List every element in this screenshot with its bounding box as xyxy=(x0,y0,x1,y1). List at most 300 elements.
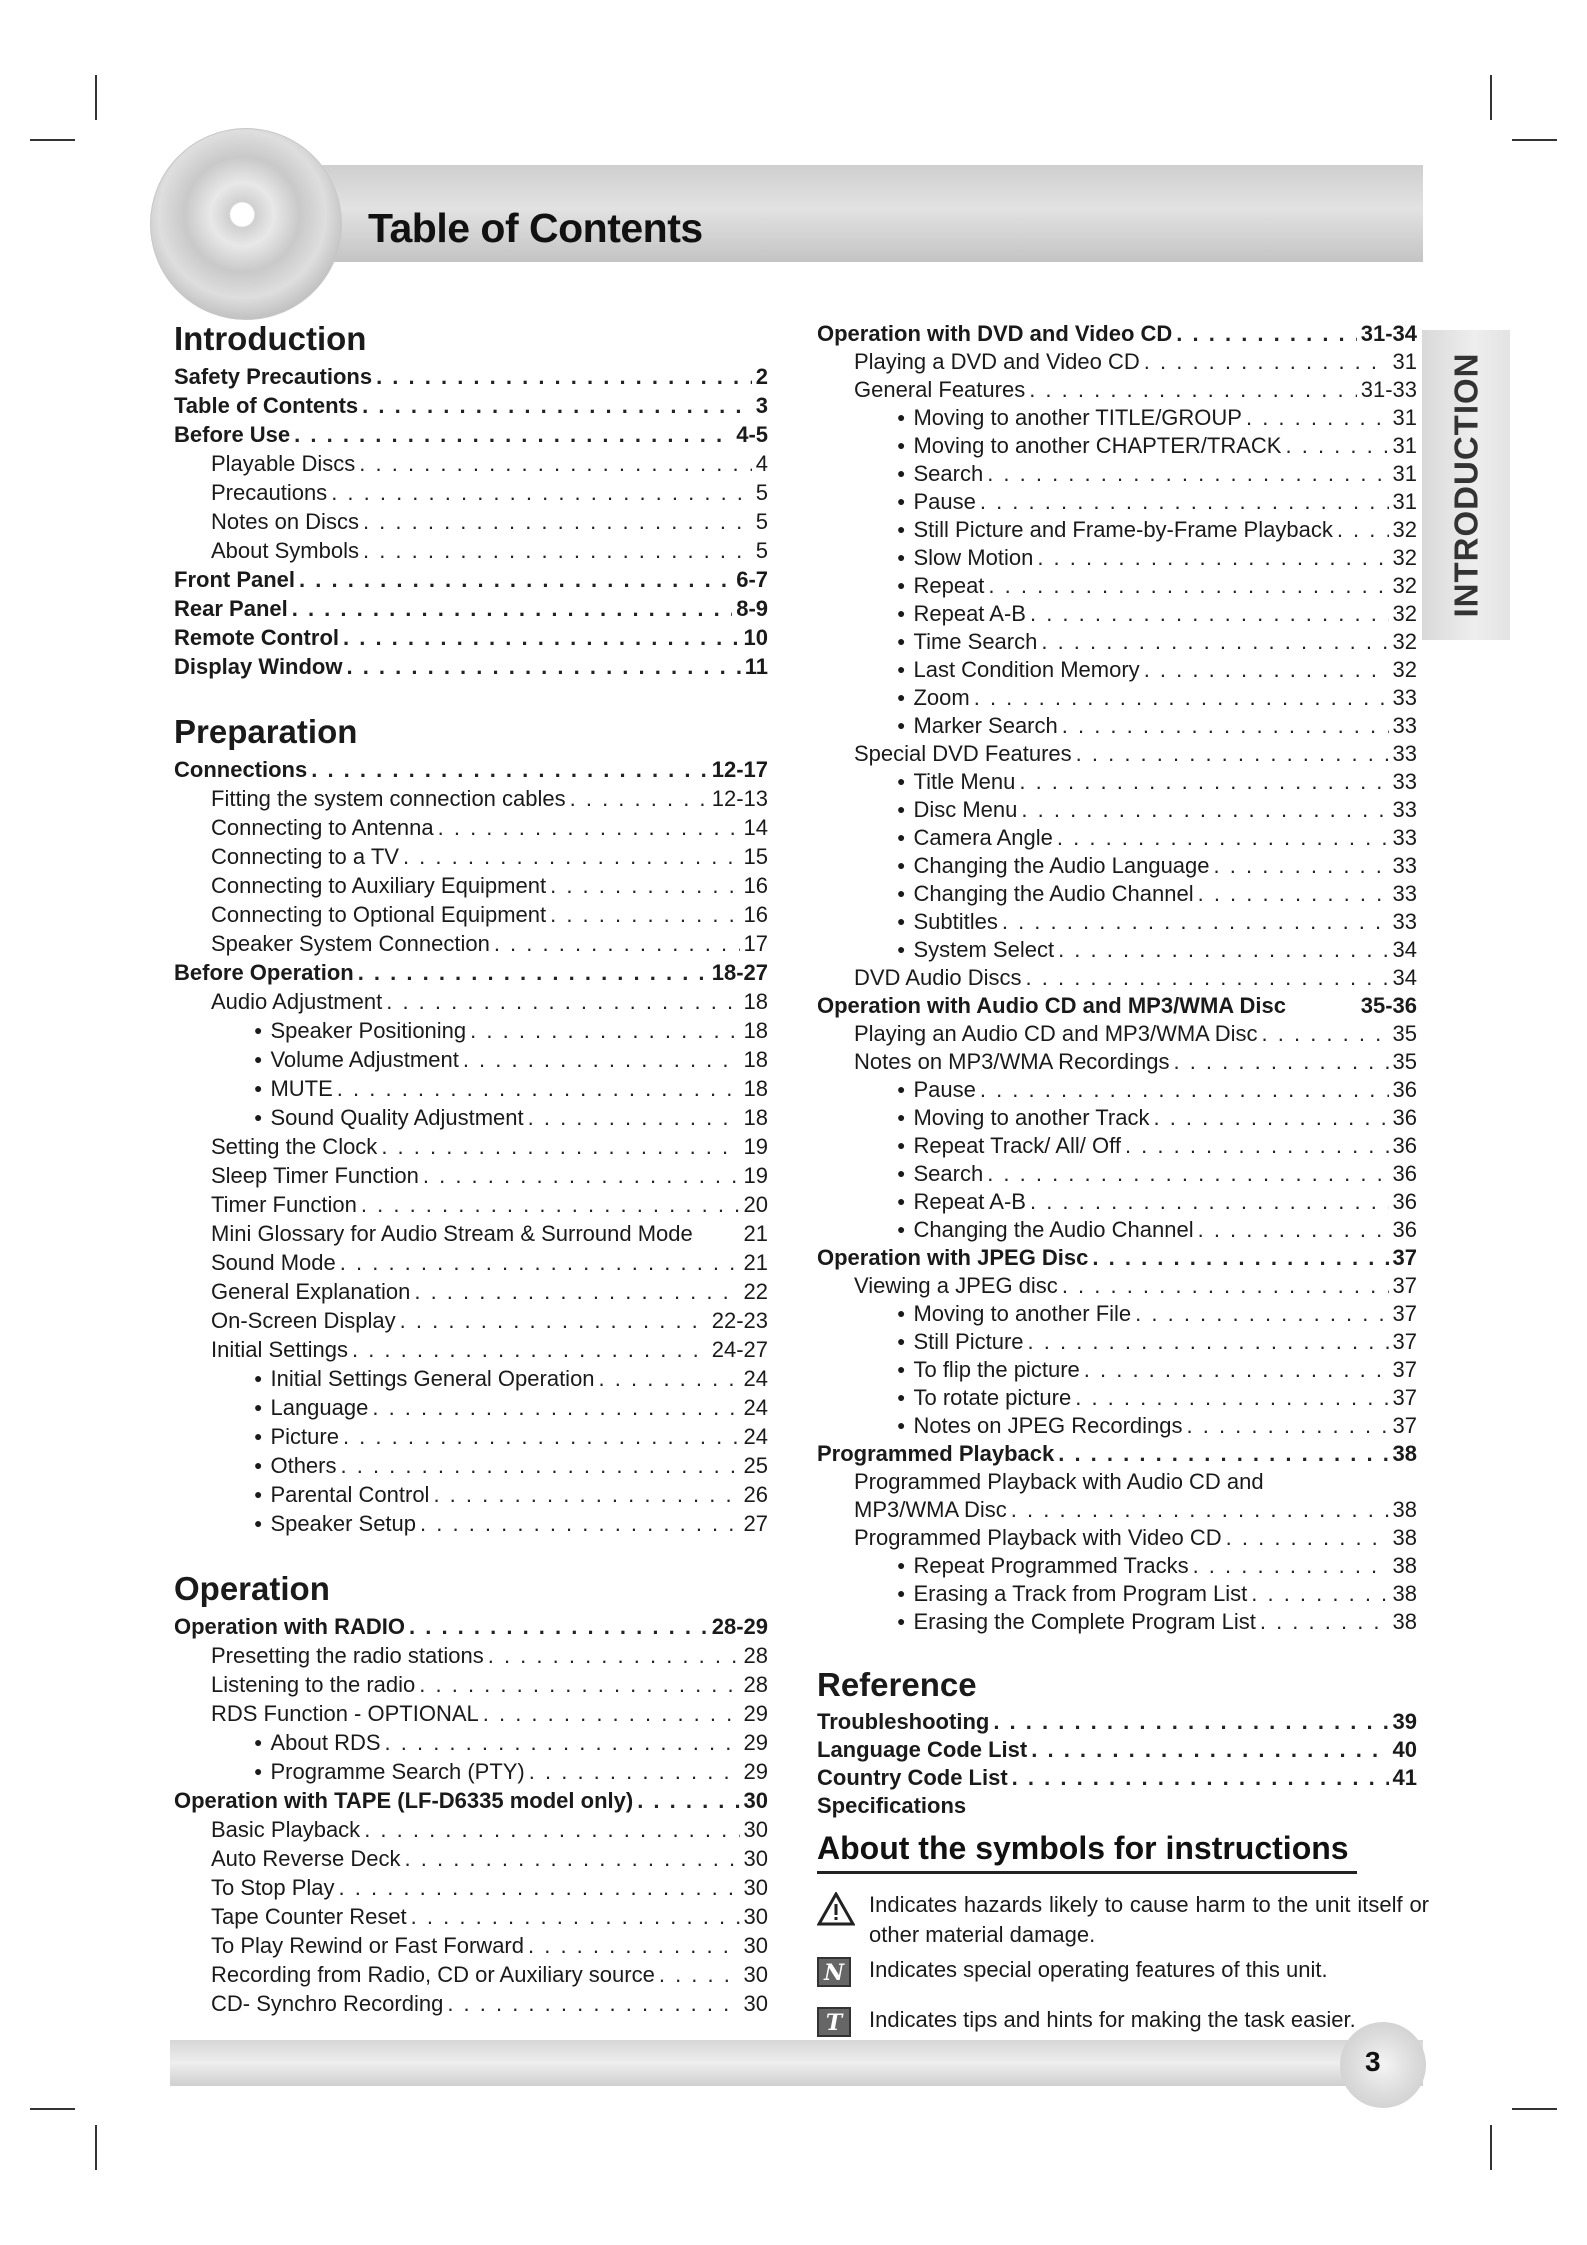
toc-entry-page: 17 xyxy=(743,931,768,956)
toc-entry[interactable] xyxy=(817,964,1417,992)
dot-leader xyxy=(1002,908,1389,936)
dot-leader xyxy=(1187,1412,1389,1440)
toc-entry-title: ● Erasing a Track from Program List xyxy=(897,1580,1247,1610)
dot-leader xyxy=(337,1074,740,1103)
toc-entry[interactable] xyxy=(817,1440,1417,1468)
dot-leader xyxy=(993,1708,1388,1736)
toc-entry-page: 37 xyxy=(1392,1413,1417,1438)
toc-entry-title: Operation with TAPE (LF-D6335 model only) xyxy=(174,1788,634,1813)
toc-entry[interactable] xyxy=(817,516,1417,544)
page-number-disc xyxy=(1340,2022,1426,2108)
toc-entry-title: ● Moving to another File xyxy=(897,1300,1131,1330)
toc-entry[interactable] xyxy=(174,1422,768,1451)
toc-entry-page: 22-23 xyxy=(711,1308,768,1333)
toc-entry[interactable] xyxy=(817,1020,1417,1048)
toc-entry-page: 37 xyxy=(1392,1273,1417,1298)
toc-entry-title: ● Last Condition Memory xyxy=(897,656,1140,686)
toc-entry-page: 30 xyxy=(743,1933,768,1958)
dot-leader xyxy=(1037,544,1388,572)
toc-entry[interactable] xyxy=(817,1328,1417,1356)
toc-entry[interactable] xyxy=(174,449,768,478)
toc-entry-page: 33 xyxy=(1392,713,1417,738)
toc-entry-title: Language Code List xyxy=(817,1737,1028,1762)
toc-entry-page: 18 xyxy=(743,1047,768,1072)
toc-entry-title: Operation with DVD and Video CD xyxy=(817,321,1173,346)
toc-entry-page: 31 xyxy=(1392,349,1417,374)
toc-entry[interactable] xyxy=(817,1764,1417,1792)
toc-entry[interactable] xyxy=(174,1786,768,1815)
toc-entry-title: Basic Playback xyxy=(211,1817,361,1842)
dot-leader xyxy=(1193,1552,1389,1580)
dot-leader xyxy=(470,1016,739,1045)
toc-entry-title: ● Initial Settings General Operation xyxy=(254,1364,595,1396)
toc-entry[interactable] xyxy=(817,1272,1417,1300)
toc-entry[interactable] xyxy=(817,628,1417,656)
dot-leader xyxy=(488,1641,740,1670)
toc-entry[interactable] xyxy=(174,391,768,420)
dot-leader xyxy=(1062,712,1389,740)
toc-entry-page: 25 xyxy=(743,1453,768,1478)
toc-entry-title: Setting the Clock xyxy=(211,1134,378,1159)
toc-entry[interactable] xyxy=(817,1188,1417,1216)
toc-entry-title: Table of Contents xyxy=(174,393,359,418)
dot-leader xyxy=(331,478,752,507)
toc-entry[interactable] xyxy=(174,1815,768,1844)
toc-entry-page: 18-27 xyxy=(711,960,768,985)
dot-leader xyxy=(1144,348,1389,376)
dot-leader xyxy=(311,755,707,784)
toc-entry-page: 38 xyxy=(1392,1581,1417,1606)
toc-entry-page: 21 xyxy=(743,1221,768,1246)
toc-entry-title: Sound Mode xyxy=(211,1250,336,1275)
toc-entry[interactable] xyxy=(174,420,768,449)
dot-leader xyxy=(1092,1244,1388,1272)
dot-leader xyxy=(359,449,751,478)
toc-entry[interactable] xyxy=(817,460,1417,488)
dot-leader xyxy=(1041,628,1388,656)
toc-entry[interactable] xyxy=(817,992,1417,1020)
toc-entry[interactable] xyxy=(817,1580,1417,1608)
toc-entry[interactable] xyxy=(174,1612,768,1641)
toc-entry[interactable] xyxy=(817,1496,1417,1524)
toc-entry-page: 24 xyxy=(743,1395,768,1420)
toc-entry-title: Tape Counter Reset xyxy=(211,1904,407,1929)
toc-entry-title: Fitting the system connection cables xyxy=(211,786,566,811)
toc-entry-title: ● Repeat xyxy=(897,572,984,602)
toc-entry-page: 19 xyxy=(743,1163,768,1188)
toc-entry-page: 33 xyxy=(1392,741,1417,766)
toc-entry[interactable] xyxy=(817,740,1417,768)
toc-entry-page: 37 xyxy=(1392,1301,1417,1326)
toc-entry-title: ● MUTE xyxy=(254,1074,333,1106)
toc-entry-title: ● Changing the Audio Channel xyxy=(897,880,1194,910)
dot-leader xyxy=(1029,376,1357,404)
dot-leader xyxy=(299,565,732,594)
toc-entry-title: Initial Settings xyxy=(211,1337,348,1362)
toc-entry-title: ● System Select xyxy=(897,936,1054,966)
dot-leader xyxy=(340,1248,740,1277)
dot-leader xyxy=(403,842,740,871)
symbol-row-note xyxy=(817,1955,1429,1989)
toc-entry-page: 38 xyxy=(1392,1441,1417,1466)
toc-right-column xyxy=(817,320,1417,1820)
toc-entry[interactable] xyxy=(174,1989,768,2018)
toc-entry-page: 18 xyxy=(743,989,768,1014)
toc-entry-page: 31-33 xyxy=(1360,377,1417,402)
toc-entry-page: 30 xyxy=(743,1904,768,1929)
toc-entry[interactable] xyxy=(817,1132,1417,1160)
toc-entry-title: ● Moving to another Track xyxy=(897,1104,1149,1134)
toc-entry-title: CD- Synchro Recording xyxy=(211,1991,444,2016)
dot-leader xyxy=(528,1103,740,1132)
dot-leader xyxy=(423,1161,740,1190)
dot-leader xyxy=(1012,1764,1389,1792)
warning-triangle-icon xyxy=(817,1892,855,1934)
toc-entry-title: Playing a DVD and Video CD xyxy=(854,349,1140,374)
toc-entry-title: ● Repeat A-B xyxy=(897,1188,1026,1218)
toc-entry[interactable] xyxy=(817,1300,1417,1328)
toc-entry[interactable] xyxy=(174,478,768,507)
toc-entry-page: 18 xyxy=(743,1076,768,1101)
toc-entry-title: ● Picture xyxy=(254,1422,339,1454)
side-tab-label-wrap xyxy=(1422,330,1510,640)
dot-leader xyxy=(364,1815,739,1844)
toc-entry[interactable] xyxy=(174,1161,768,1190)
toc-entry-title: ● Title Menu xyxy=(897,768,1015,798)
toc-entry[interactable] xyxy=(817,768,1417,796)
toc-entry[interactable] xyxy=(174,594,768,623)
dot-leader xyxy=(294,420,732,449)
toc-entry[interactable] xyxy=(817,572,1417,600)
toc-entry[interactable] xyxy=(174,958,768,987)
dot-leader xyxy=(1030,600,1389,628)
toc-entry[interactable] xyxy=(174,784,768,813)
toc-entry[interactable] xyxy=(174,813,768,842)
toc-entry-page: 38 xyxy=(1392,1553,1417,1578)
toc-entry[interactable] xyxy=(174,652,768,681)
toc-entry[interactable] xyxy=(174,1873,768,1902)
toc-entry[interactable] xyxy=(174,1670,768,1699)
footer-band xyxy=(170,2040,1423,2086)
toc-entry-page: 16 xyxy=(743,902,768,927)
toc-entry-page: 10 xyxy=(743,625,768,650)
toc-entry-page: 33 xyxy=(1392,909,1417,934)
toc-entry[interactable] xyxy=(817,1244,1417,1272)
dot-leader xyxy=(1084,1356,1389,1384)
dot-leader xyxy=(987,460,1388,488)
toc-entry-title: Country Code List xyxy=(817,1765,1008,1790)
toc-entry-title: Operation with RADIO xyxy=(174,1614,405,1639)
dot-leader xyxy=(1173,1048,1388,1076)
toc-entry[interactable] xyxy=(817,404,1417,432)
toc-entry-page: 24 xyxy=(743,1366,768,1391)
dot-leader xyxy=(528,1931,740,1960)
toc-entry-page: 33 xyxy=(1392,769,1417,794)
toc-entry[interactable] xyxy=(174,755,768,784)
toc-entry-page: 35-36 xyxy=(1360,993,1417,1018)
toc-entry[interactable] xyxy=(174,507,768,536)
dot-leader xyxy=(570,784,708,813)
toc-entry-title: Playable Discs xyxy=(211,451,356,476)
toc-entry-page: 34 xyxy=(1392,937,1417,962)
toc-entry[interactable] xyxy=(174,1016,768,1045)
toc-entry-page: 36 xyxy=(1392,1217,1417,1242)
dot-leader xyxy=(414,1277,739,1306)
toc-entry-title: Front Panel xyxy=(174,567,296,592)
toc-entry-page: 33 xyxy=(1392,685,1417,710)
toc-entry[interactable] xyxy=(174,871,768,900)
toc-entry[interactable] xyxy=(817,1216,1417,1244)
toc-entry-title: ● To flip the picture xyxy=(897,1356,1080,1386)
dot-leader xyxy=(409,1612,708,1641)
dot-leader xyxy=(447,1989,739,2018)
toc-entry[interactable] xyxy=(817,432,1417,460)
toc-entry[interactable] xyxy=(817,1792,1417,1820)
dot-leader xyxy=(1026,964,1389,992)
note-icon: N xyxy=(817,1957,851,1987)
toc-entry-page: 37 xyxy=(1392,1329,1417,1354)
toc-entry[interactable] xyxy=(174,1902,768,1931)
toc-entry-title: Timer Function xyxy=(211,1192,357,1217)
toc-entry[interactable] xyxy=(817,376,1417,404)
toc-entry-title: Before Operation xyxy=(174,960,354,985)
symbols-heading: About the symbols for instructions xyxy=(817,1830,1349,1866)
dot-leader xyxy=(343,1422,740,1451)
toc-entry[interactable] xyxy=(174,842,768,871)
toc-entry-page: 15 xyxy=(743,844,768,869)
toc-entry[interactable] xyxy=(174,1335,768,1364)
toc-entry-title: Special DVD Features xyxy=(854,741,1072,766)
toc-entry[interactable] xyxy=(174,1509,768,1538)
dot-leader xyxy=(529,1757,740,1786)
toc-entry-title: Speaker System Connection xyxy=(211,931,490,956)
toc-entry[interactable] xyxy=(174,1960,768,1989)
toc-entry-title: Connecting to Optional Equipment xyxy=(211,902,547,927)
dot-leader xyxy=(1176,320,1356,348)
toc-entry-title: ● Changing the Audio Language xyxy=(897,852,1210,882)
toc-entry-page: 38 xyxy=(1392,1609,1417,1634)
toc-entry[interactable] xyxy=(174,1451,768,1480)
toc-entry[interactable] xyxy=(174,1699,768,1728)
toc-entry-title: Remote Control xyxy=(174,625,339,650)
toc-entry-title: ● Parental Control xyxy=(254,1480,429,1512)
toc-entry[interactable] xyxy=(817,656,1417,684)
toc-entry-title: Connecting to Antenna xyxy=(211,815,434,840)
dot-leader xyxy=(1058,1440,1388,1468)
toc-entry[interactable] xyxy=(817,348,1417,376)
toc-entry-title: ● Others xyxy=(254,1451,337,1483)
toc-entry[interactable] xyxy=(817,1048,1417,1076)
toc-entry-page: 36 xyxy=(1392,1161,1417,1186)
dot-leader xyxy=(1153,1104,1388,1132)
toc-entry-title: Listening to the radio xyxy=(211,1672,416,1697)
toc-entry-page: 31-34 xyxy=(1360,321,1417,346)
dot-leader xyxy=(659,1960,740,1989)
dot-leader xyxy=(385,1728,740,1757)
toc-entry[interactable] xyxy=(174,1306,768,1335)
toc-entry[interactable] xyxy=(817,796,1417,824)
toc-entry[interactable] xyxy=(817,544,1417,572)
toc-entry[interactable] xyxy=(817,1736,1417,1764)
dot-leader xyxy=(483,1699,740,1728)
toc-entry[interactable] xyxy=(817,880,1417,908)
toc-entry-page: 37 xyxy=(1392,1385,1417,1410)
toc-entry[interactable] xyxy=(817,712,1417,740)
dot-leader xyxy=(376,362,752,391)
toc-entry[interactable] xyxy=(817,488,1417,516)
toc-entry-page: 31 xyxy=(1392,489,1417,514)
toc-entry-page: 39 xyxy=(1392,1709,1417,1734)
toc-entry[interactable] xyxy=(174,1641,768,1670)
symbols-heading-rule xyxy=(817,1871,1357,1874)
header-band xyxy=(170,165,1423,262)
toc-entry-page: 36 xyxy=(1392,1133,1417,1158)
toc-entry-page: 33 xyxy=(1392,881,1417,906)
dot-leader xyxy=(1198,880,1389,908)
toc-entry[interactable] xyxy=(817,1384,1417,1412)
dot-leader xyxy=(1030,1188,1389,1216)
toc-entry[interactable] xyxy=(817,1552,1417,1580)
toc-entry-title: ● Search xyxy=(897,1160,983,1190)
toc-entry-page: 36 xyxy=(1392,1105,1417,1130)
dot-leader xyxy=(358,958,708,987)
toc-entry-page: 5 xyxy=(755,480,768,505)
disc-icon xyxy=(150,128,342,320)
toc-entry-page: 12-13 xyxy=(711,786,768,811)
toc-entry[interactable] xyxy=(817,908,1417,936)
dot-leader xyxy=(362,391,752,420)
toc-entry[interactable] xyxy=(174,1393,768,1422)
toc-entry-title: ● Repeat Programmed Tracks xyxy=(897,1552,1189,1582)
dot-leader xyxy=(1135,1300,1388,1328)
toc-entry-page: 2 xyxy=(755,364,768,389)
toc-entry[interactable] xyxy=(174,1757,768,1786)
toc-entry-title: ● Volume Adjustment xyxy=(254,1045,459,1077)
toc-entry[interactable] xyxy=(817,600,1417,628)
toc-entry-title: ● Pause xyxy=(897,488,976,518)
toc-entry-title: General Explanation xyxy=(211,1279,411,1304)
toc-entry-page: 32 xyxy=(1392,657,1417,682)
toc-entry[interactable] xyxy=(174,1045,768,1074)
toc-entry-page: 16 xyxy=(743,873,768,898)
toc-entry-title: ● Search xyxy=(897,460,983,490)
toc-entry-title: General Features xyxy=(854,377,1026,402)
toc-entry-page: 38 xyxy=(1392,1525,1417,1550)
toc-entry-title: Operation with Audio CD and MP3/WMA Disc xyxy=(817,993,1286,1018)
dot-leader xyxy=(1076,740,1389,768)
toc-entry[interactable] xyxy=(817,1104,1417,1132)
toc-entry[interactable] xyxy=(817,684,1417,712)
toc-entry[interactable] xyxy=(174,1931,768,1960)
toc-entry[interactable] xyxy=(817,824,1417,852)
tip-icon: T xyxy=(817,2007,851,2037)
toc-entry[interactable] xyxy=(174,1364,768,1393)
toc-entry-page: 33 xyxy=(1392,853,1417,878)
toc-entry[interactable] xyxy=(817,1708,1417,1736)
toc-entry-page: 33 xyxy=(1392,797,1417,822)
toc-entry-title: ● Notes on JPEG Recordings xyxy=(897,1412,1183,1442)
toc-entry[interactable] xyxy=(174,1248,768,1277)
toc-entry-title: Precautions xyxy=(211,480,328,505)
toc-entry-page: 5 xyxy=(755,509,768,534)
toc-entry-page: 28 xyxy=(743,1672,768,1697)
toc-entry[interactable] xyxy=(174,536,768,565)
dot-leader xyxy=(386,987,739,1016)
dot-leader xyxy=(292,594,732,623)
toc-entry[interactable] xyxy=(817,1412,1417,1440)
toc-entry[interactable] xyxy=(817,1608,1417,1636)
toc-entry[interactable] xyxy=(174,1103,768,1132)
toc-entry[interactable] xyxy=(817,1160,1417,1188)
dot-leader xyxy=(372,1393,739,1422)
dot-leader xyxy=(341,1451,740,1480)
toc-entry[interactable] xyxy=(174,1728,768,1757)
toc-entry[interactable] xyxy=(174,900,768,929)
dot-leader xyxy=(463,1045,740,1074)
toc-entry-title: Troubleshooting xyxy=(817,1709,990,1734)
dot-leader xyxy=(1019,768,1388,796)
dot-leader xyxy=(352,1335,708,1364)
toc-entry-page: 12-17 xyxy=(711,757,768,782)
toc-entry[interactable] xyxy=(174,1219,768,1248)
toc-entry-title: ● Speaker Positioning xyxy=(254,1016,466,1048)
toc-entry-title: Notes on MP3/WMA Recordings xyxy=(854,1049,1170,1074)
toc-entry-title: ● Moving to another CHAPTER/TRACK xyxy=(897,432,1282,462)
toc-entry-title: About Symbols xyxy=(211,538,359,563)
crop-mark xyxy=(95,2125,97,2170)
toc-entry[interactable] xyxy=(174,1277,768,1306)
toc-entry[interactable] xyxy=(817,1076,1417,1104)
dot-leader xyxy=(405,1844,740,1873)
toc-entry[interactable] xyxy=(174,623,768,652)
toc-entry-title: ● Still Picture xyxy=(897,1328,1024,1358)
toc-entry-page: 30 xyxy=(743,1817,768,1842)
toc-entry-title: To Stop Play xyxy=(211,1875,335,1900)
toc-entry[interactable] xyxy=(174,1132,768,1161)
toc-entry-page: 31 xyxy=(1392,461,1417,486)
toc-entry-page: 40 xyxy=(1392,1737,1417,1762)
toc-entry-title: ● Marker Search xyxy=(897,712,1058,742)
section-heading: Operation xyxy=(174,1570,330,1607)
toc-entry-page: 29 xyxy=(743,1730,768,1755)
toc-entry[interactable] xyxy=(174,362,768,391)
toc-entry-page: 30 xyxy=(743,1846,768,1871)
toc-entry-page: 37 xyxy=(1392,1245,1417,1270)
toc-entry-page: 30 xyxy=(743,1962,768,1987)
toc-entry[interactable] xyxy=(817,320,1417,348)
symbol-text: Indicates hazards likely to cause harm to the unit itself or other material damage. xyxy=(869,1892,1429,1947)
toc-entry[interactable] xyxy=(174,1190,768,1219)
dot-leader xyxy=(1062,1272,1389,1300)
toc-entry[interactable] xyxy=(817,936,1417,964)
toc-entry-title: Recording from Radio, CD or Auxiliary source xyxy=(211,1962,655,1987)
toc-entry[interactable] xyxy=(817,1524,1417,1552)
dot-leader xyxy=(599,1364,740,1393)
toc-entry[interactable] xyxy=(817,1356,1417,1384)
toc-entry[interactable] xyxy=(174,1844,768,1873)
toc-entry-title: ● Still Picture and Frame-by-Frame Playback xyxy=(897,516,1333,546)
section-heading: Reference xyxy=(817,1666,977,1703)
toc-entry[interactable] xyxy=(174,987,768,1016)
dot-leader xyxy=(1058,936,1388,964)
crop-mark xyxy=(1490,2125,1492,2170)
toc-entry[interactable] xyxy=(174,929,768,958)
toc-entry[interactable] xyxy=(174,565,768,594)
toc-entry[interactable] xyxy=(174,1074,768,1103)
symbol-text: Indicates tips and hints for making the task easier. xyxy=(869,2007,1356,2032)
toc-entry[interactable] xyxy=(817,852,1417,880)
toc-entry[interactable] xyxy=(174,1480,768,1509)
